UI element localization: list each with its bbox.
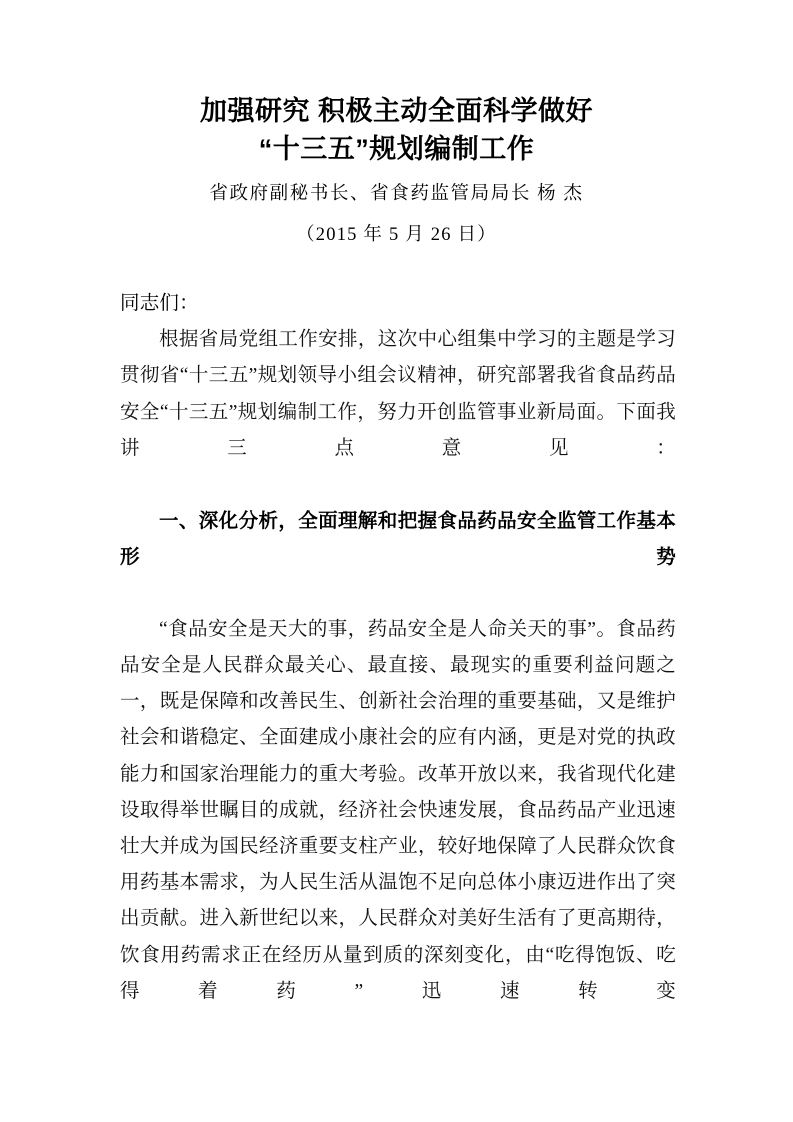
document-body (120, 286, 676, 1046)
document-dateline: （2015 年 5 月 26 日） (296, 225, 497, 245)
title-line-2: “十三五”规划编制工作 (258, 134, 535, 164)
title-line-1: 加强研究 积极主动全面科学做好 (199, 96, 593, 126)
author-byline: 省政府副秘书长、省食药监管局局长 杨 杰 (209, 184, 584, 204)
salutation: 同志们： (120, 293, 199, 314)
paragraph-1: 根据省局党组工作安排，这次中心组集中学习的主题是学习贯彻省“十三五”规划领导小组会议精神，研究部署我省食品药品安全“十三五”规划编制工作，努力开创监管事业新局面。下面我讲三点意见： (120, 329, 676, 459)
section-heading-1: 一、深化分析，全面理解和把握食品药品安全监管工作基本形势 (120, 510, 676, 569)
document-title (100, 92, 693, 168)
paragraph-2: “食品安全是天大的事，药品安全是人命关天的事”。食品药品安全是人民群众最关心、最直接、最现实的重要利益问题之一，既是保障和改善民生、创新社会治理的重要基础，又是维护社会和谐稳定、全面建成小康社会的应有内涵，更是对党的执政能力和国家治理能力的重大考验。改革开放以来，我省现代化建设取得举世瞩目的成就，经济社会快速发展，食品药品产业迅速壮大并成为国民经济重要支柱产业，较好地保障了人民群众饮食用药基本需求，为人民生活从温饱不足向总体小康迈进作出了突出贡献。进入新世纪以来，人民群众对美好生活有了更高期待，饮食用药需求正在经历从量到质的深刻变化，由“吃得饱饭、吃得着药”迅速转变 (120, 618, 676, 1002)
